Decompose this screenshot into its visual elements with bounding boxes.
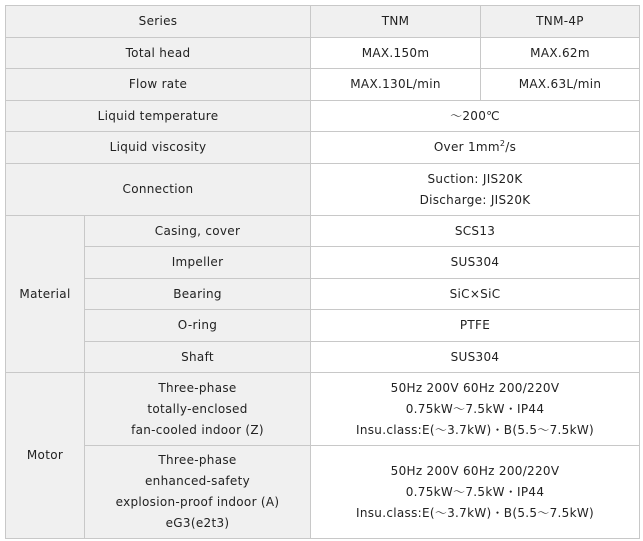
material-item-label: O-ring <box>85 310 311 342</box>
spec-table <box>5 5 640 539</box>
motor-spec-line: Insu.class:E(～3.7kW)・B(5.5～7.5kW) <box>356 505 594 520</box>
liquid-viscosity-value <box>311 132 640 164</box>
series-header: Series <box>6 6 311 38</box>
motor-spec-line: 0.75kW～7.5kW・IP44 <box>405 484 545 499</box>
material-item-label: Impeller <box>85 247 311 279</box>
table-row <box>6 69 640 101</box>
material-item-label: Bearing <box>85 279 311 310</box>
flow-rate-tnm4p: MAX.63L/min <box>481 69 640 101</box>
total-head-label: Total head <box>6 38 311 69</box>
discharge-spec: Discharge: JIS20K <box>419 192 531 207</box>
liquid-temperature-label: Liquid temperature <box>6 101 311 132</box>
motor-spec-line: 50Hz 200V 60Hz 200/220V <box>390 463 560 478</box>
material-item-value: SCS13 <box>311 216 640 247</box>
table-row <box>6 373 640 446</box>
liquid-viscosity-label: Liquid viscosity <box>6 132 311 164</box>
suction-spec: Suction: JIS20K <box>427 171 523 186</box>
tnm-header: TNM <box>311 6 481 38</box>
motor-type-label <box>85 446 311 539</box>
motor-type-label <box>85 373 311 446</box>
motor-type-line: totally-enclosed <box>147 401 248 416</box>
table-row <box>6 38 640 69</box>
motor-spec-line: 50Hz 200V 60Hz 200/220V <box>390 380 560 395</box>
motor-type-line: fan-cooled indoor (Z) <box>131 422 264 437</box>
viscosity-prefix: Over 1mm <box>433 140 500 154</box>
table-row <box>6 6 640 38</box>
material-label: Material <box>6 216 85 373</box>
table-row <box>6 132 640 164</box>
table-row <box>6 164 640 216</box>
motor-spec-value <box>311 446 640 539</box>
table-row <box>6 101 640 132</box>
table-row <box>6 310 640 342</box>
connection-label: Connection <box>6 164 311 216</box>
material-item-label: Casing, cover <box>85 216 311 247</box>
material-item-label: Shaft <box>85 342 311 373</box>
motor-spec-line: 0.75kW～7.5kW・IP44 <box>405 401 545 416</box>
table-row <box>6 279 640 310</box>
viscosity-suffix: /s <box>505 140 517 154</box>
motor-label: Motor <box>6 373 85 539</box>
flow-rate-tnm: MAX.130L/min <box>311 69 481 101</box>
total-head-tnm4p: MAX.62m <box>481 38 640 69</box>
viscosity-exponent: 2 <box>499 139 506 148</box>
connection-value <box>311 164 640 216</box>
motor-type-line: Three-phase <box>158 453 237 467</box>
motor-type-line: explosion-proof indoor (A) <box>115 495 280 509</box>
flow-rate-label: Flow rate <box>6 69 311 101</box>
motor-spec-value <box>311 373 640 446</box>
material-item-value: SUS304 <box>311 342 640 373</box>
table-row <box>6 216 640 247</box>
material-item-value: PTFE <box>311 310 640 342</box>
table-row <box>6 342 640 373</box>
table-row <box>6 446 640 539</box>
tnm-4p-header: TNM-4P <box>481 6 640 38</box>
motor-type-line: Three-phase <box>158 380 237 395</box>
material-item-value: SiC×SiC <box>311 279 640 310</box>
total-head-tnm: MAX.150m <box>311 38 481 69</box>
liquid-temperature-value: ～200℃ <box>311 101 640 132</box>
table-row <box>6 247 640 279</box>
motor-spec-line: Insu.class:E(～3.7kW)・B(5.5～7.5kW) <box>356 422 594 437</box>
motor-type-line: enhanced-safety <box>145 474 250 488</box>
motor-type-line: eG3(e2t3) <box>165 516 230 530</box>
material-item-value: SUS304 <box>311 247 640 279</box>
